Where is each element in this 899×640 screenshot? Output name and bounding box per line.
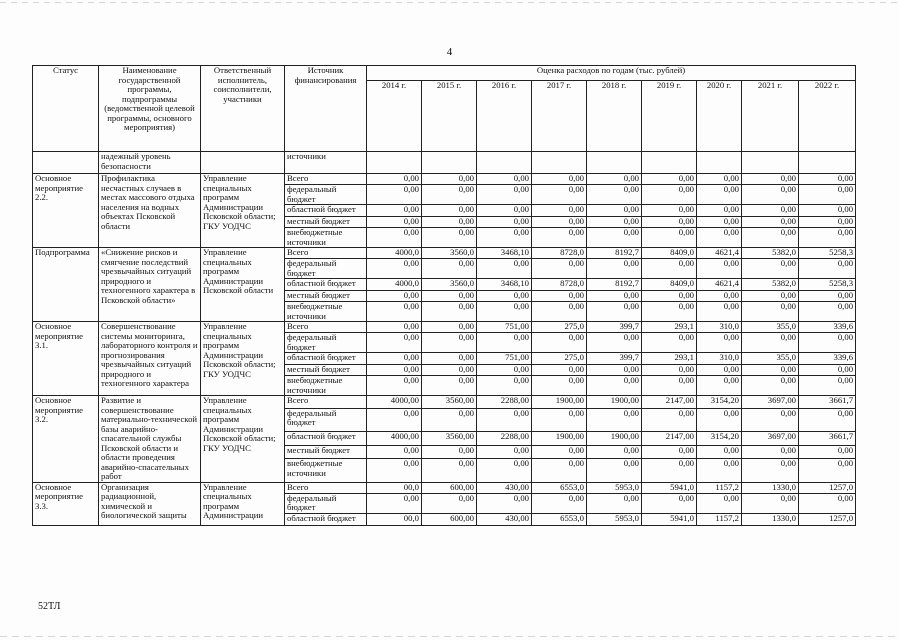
value-cell: 0,00 xyxy=(799,302,856,322)
value-cell: 00,0 xyxy=(367,513,422,525)
value-cell: 0,00 xyxy=(742,185,799,205)
header-year: 2022 г. xyxy=(799,81,856,152)
value-cell: 3154,20 xyxy=(697,396,742,409)
value-cell: 0,00 xyxy=(532,291,587,302)
value-cell: 0,00 xyxy=(532,174,587,185)
value-cell: 0,00 xyxy=(697,228,742,248)
source-cell: областной бюджет xyxy=(285,205,367,217)
value-cell: 0,00 xyxy=(697,217,742,228)
value-cell: 1330,0 xyxy=(742,482,799,493)
responsible-cell: Управление специальных программ Администрации Псковской области xyxy=(201,248,285,322)
value-cell: 0,00 xyxy=(477,459,532,482)
value-cell: 2147,00 xyxy=(642,432,697,446)
value-cell: 0,00 xyxy=(532,228,587,248)
value-cell: 1900,00 xyxy=(587,432,642,446)
value-cell: 0,00 xyxy=(587,205,642,217)
value-cell: 5941,0 xyxy=(642,513,697,525)
value-cell: 0,00 xyxy=(477,493,532,513)
table-row xyxy=(33,482,856,493)
table-row xyxy=(33,396,856,409)
header-year: 2016 г. xyxy=(477,81,532,152)
header-year: 2015 г. xyxy=(422,81,477,152)
value-cell: 339,6 xyxy=(799,322,856,333)
continuation-value xyxy=(477,152,532,174)
value-cell: 0,00 xyxy=(742,259,799,279)
value-cell: 1900,00 xyxy=(532,396,587,409)
value-cell: 0,00 xyxy=(642,205,697,217)
value-cell: 5382,0 xyxy=(742,279,799,291)
value-cell: 0,00 xyxy=(587,493,642,513)
value-cell: 0,00 xyxy=(422,322,477,333)
value-cell: 0,00 xyxy=(532,493,587,513)
header-year: 2020 г. xyxy=(697,81,742,152)
value-cell: 600,00 xyxy=(422,482,477,493)
value-cell: 0,00 xyxy=(367,353,422,365)
value-cell: 0,00 xyxy=(477,259,532,279)
value-cell: 0,00 xyxy=(642,365,697,376)
value-cell: 0,00 xyxy=(532,365,587,376)
value-cell: 4000,0 xyxy=(367,279,422,291)
value-cell: 0,00 xyxy=(642,185,697,205)
value-cell: 0,00 xyxy=(742,408,799,431)
value-cell: 0,00 xyxy=(367,228,422,248)
value-cell: 0,00 xyxy=(477,365,532,376)
value-cell: 0,00 xyxy=(422,259,477,279)
source-cell: внебюджетные источники xyxy=(285,228,367,248)
header-row-1 xyxy=(33,66,856,81)
value-cell: 0,00 xyxy=(422,205,477,217)
name-cell: Профилактика несчастных случаев в местах массового отдыха населения на водных объектах Псковской области xyxy=(99,174,201,248)
value-cell: 0,00 xyxy=(587,446,642,459)
continuation-value xyxy=(367,152,422,174)
source-cell: областной бюджет xyxy=(285,513,367,525)
value-cell: 0,00 xyxy=(367,174,422,185)
status-cell: Подпрограмма xyxy=(33,248,99,322)
responsible-cell: Управление специальных программ Администрации Псковской области; ГКУ УОДЧС xyxy=(201,322,285,396)
source-cell: областной бюджет xyxy=(285,432,367,446)
status-cell: Основное мероприятие 3.3. xyxy=(33,482,99,525)
table-row xyxy=(33,174,856,185)
value-cell: 0,00 xyxy=(532,459,587,482)
value-cell: 0,00 xyxy=(697,446,742,459)
value-cell: 0,00 xyxy=(799,376,856,396)
responsible-cell: Управление специальных программ Администрации Псковской области; ГКУ УОДЧС xyxy=(201,174,285,248)
value-cell: 0,00 xyxy=(642,174,697,185)
value-cell: 0,00 xyxy=(642,228,697,248)
value-cell: 0,00 xyxy=(742,365,799,376)
value-cell: 0,00 xyxy=(642,259,697,279)
value-cell: 0,00 xyxy=(367,322,422,333)
value-cell: 0,00 xyxy=(422,493,477,513)
value-cell: 0,00 xyxy=(799,459,856,482)
responsible-cell: Управление специальных программ Администрации Псковской области; ГКУ УОДЧС xyxy=(201,396,285,483)
source-cell: местный бюджет xyxy=(285,446,367,459)
header-year: 2017 г. xyxy=(532,81,587,152)
value-cell: 0,00 xyxy=(697,459,742,482)
value-cell: 0,00 xyxy=(367,333,422,353)
value-cell: 0,00 xyxy=(742,493,799,513)
value-cell: 8409,0 xyxy=(642,248,697,259)
value-cell: 0,00 xyxy=(367,446,422,459)
continuation-value xyxy=(422,152,477,174)
source-cell: Всего xyxy=(285,396,367,409)
value-cell: 0,00 xyxy=(587,376,642,396)
source-cell: федеральный бюджет xyxy=(285,259,367,279)
value-cell: 0,00 xyxy=(367,459,422,482)
value-cell: 430,00 xyxy=(477,513,532,525)
value-cell: 0,00 xyxy=(742,333,799,353)
value-cell: 0,00 xyxy=(422,459,477,482)
source-cell: местный бюджет xyxy=(285,291,367,302)
value-cell: 0,00 xyxy=(532,302,587,322)
value-cell: 3661,7 xyxy=(799,396,856,409)
value-cell: 0,00 xyxy=(799,205,856,217)
value-cell: 0,00 xyxy=(532,376,587,396)
name-cell: «Снижение рисков и смягчение последствий чрезвычайных ситуаций природного и техногенного характера в Псковской области» xyxy=(99,248,201,322)
value-cell: 275,0 xyxy=(532,353,587,365)
continuation-value xyxy=(742,152,799,174)
value-cell: 0,00 xyxy=(697,205,742,217)
value-cell: 8728,0 xyxy=(532,279,587,291)
value-cell: 0,00 xyxy=(642,408,697,431)
value-cell: 0,00 xyxy=(477,291,532,302)
table-body xyxy=(33,66,856,526)
value-cell: 0,00 xyxy=(697,333,742,353)
status-cell: Основное мероприятие 3.1. xyxy=(33,322,99,396)
value-cell: 0,00 xyxy=(587,291,642,302)
value-cell: 1330,0 xyxy=(742,513,799,525)
continuation-value xyxy=(587,152,642,174)
table-row xyxy=(33,322,856,333)
expenses-table xyxy=(32,65,856,526)
value-cell: 4000,00 xyxy=(367,396,422,409)
value-cell: 1900,00 xyxy=(532,432,587,446)
value-cell: 0,00 xyxy=(697,185,742,205)
value-cell: 6553,0 xyxy=(532,482,587,493)
value-cell: 0,00 xyxy=(587,259,642,279)
value-cell: 0,00 xyxy=(697,493,742,513)
value-cell: 0,00 xyxy=(587,302,642,322)
value-cell: 0,00 xyxy=(697,365,742,376)
value-cell: 310,0 xyxy=(697,322,742,333)
value-cell: 3560,00 xyxy=(422,432,477,446)
header-year: 2018 г. xyxy=(587,81,642,152)
value-cell: 0,00 xyxy=(422,302,477,322)
value-cell: 0,00 xyxy=(742,459,799,482)
value-cell: 0,00 xyxy=(799,408,856,431)
value-cell: 355,0 xyxy=(742,322,799,333)
header-source: Источник финансирования xyxy=(285,66,367,152)
continuation-value xyxy=(697,152,742,174)
value-cell: 5258,3 xyxy=(799,248,856,259)
value-cell: 0,00 xyxy=(422,408,477,431)
value-cell: 0,00 xyxy=(422,446,477,459)
value-cell: 0,00 xyxy=(477,376,532,396)
value-cell: 0,00 xyxy=(799,228,856,248)
value-cell: 00,0 xyxy=(367,482,422,493)
value-cell: 0,00 xyxy=(742,446,799,459)
value-cell: 8728,0 xyxy=(532,248,587,259)
value-cell: 0,00 xyxy=(422,291,477,302)
value-cell: 3560,0 xyxy=(422,248,477,259)
source-cell: областной бюджет xyxy=(285,279,367,291)
value-cell: 0,00 xyxy=(422,365,477,376)
value-cell: 4000,00 xyxy=(367,432,422,446)
value-cell: 0,00 xyxy=(742,174,799,185)
value-cell: 0,00 xyxy=(477,302,532,322)
value-cell: 0,00 xyxy=(742,205,799,217)
value-cell: 2147,00 xyxy=(642,396,697,409)
value-cell: 0,00 xyxy=(642,291,697,302)
value-cell: 0,00 xyxy=(422,333,477,353)
value-cell: 8409,0 xyxy=(642,279,697,291)
value-cell: 0,00 xyxy=(367,302,422,322)
source-cell: внебюджетные источники xyxy=(285,302,367,322)
source-cell: внебюджетные источники xyxy=(285,459,367,482)
source-cell: Всего xyxy=(285,322,367,333)
value-cell: 4621,4 xyxy=(697,248,742,259)
value-cell: 293,1 xyxy=(642,322,697,333)
value-cell: 0,00 xyxy=(642,376,697,396)
value-cell: 0,00 xyxy=(367,259,422,279)
value-cell: 751,00 xyxy=(477,353,532,365)
value-cell: 4000,0 xyxy=(367,248,422,259)
source-cell: Всего xyxy=(285,482,367,493)
value-cell: 0,00 xyxy=(477,185,532,205)
footer-code: 52ТЛ xyxy=(38,601,61,612)
header-year: 2014 г. xyxy=(367,81,422,152)
value-cell: 0,00 xyxy=(367,493,422,513)
value-cell: 0,00 xyxy=(642,333,697,353)
value-cell: 5953,0 xyxy=(587,482,642,493)
continuation-row xyxy=(33,152,856,174)
value-cell: 0,00 xyxy=(697,302,742,322)
source-cell: Всего xyxy=(285,248,367,259)
value-cell: 0,00 xyxy=(799,291,856,302)
value-cell: 6553,0 xyxy=(532,513,587,525)
value-cell: 0,00 xyxy=(697,408,742,431)
value-cell: 0,00 xyxy=(587,333,642,353)
value-cell: 0,00 xyxy=(642,302,697,322)
value-cell: 0,00 xyxy=(799,174,856,185)
value-cell: 3661,7 xyxy=(799,432,856,446)
value-cell: 600,00 xyxy=(422,513,477,525)
value-cell: 0,00 xyxy=(532,217,587,228)
value-cell: 0,00 xyxy=(799,185,856,205)
source-cell: местный бюджет xyxy=(285,217,367,228)
value-cell: 355,0 xyxy=(742,353,799,365)
value-cell: 0,00 xyxy=(799,259,856,279)
value-cell: 5382,0 xyxy=(742,248,799,259)
value-cell: 1257,0 xyxy=(799,482,856,493)
value-cell: 0,00 xyxy=(367,291,422,302)
value-cell: 0,00 xyxy=(532,259,587,279)
value-cell: 0,00 xyxy=(642,217,697,228)
value-cell: 0,00 xyxy=(422,353,477,365)
value-cell: 1257,0 xyxy=(799,513,856,525)
value-cell: 2288,00 xyxy=(477,396,532,409)
value-cell: 0,00 xyxy=(367,185,422,205)
value-cell: 0,00 xyxy=(799,493,856,513)
status-cell: Основное мероприятие 2.2. xyxy=(33,174,99,248)
value-cell: 310,0 xyxy=(697,353,742,365)
value-cell: 0,00 xyxy=(742,302,799,322)
header-responsible: Ответственный исполнитель, соисполнители, участники xyxy=(201,66,285,152)
value-cell: 0,00 xyxy=(799,446,856,459)
value-cell: 0,00 xyxy=(697,291,742,302)
value-cell: 3697,00 xyxy=(742,432,799,446)
scan-edge-bottom xyxy=(0,636,899,637)
source-cell: федеральный бюджет xyxy=(285,408,367,431)
value-cell: 8192,7 xyxy=(587,248,642,259)
continuation-responsible xyxy=(201,152,285,174)
value-cell: 0,00 xyxy=(367,205,422,217)
value-cell: 0,00 xyxy=(642,446,697,459)
value-cell: 3468,10 xyxy=(477,279,532,291)
header-estimate: Оценка расходов по годам (тыс. рублей) xyxy=(367,66,856,81)
continuation-status xyxy=(33,152,99,174)
value-cell: 0,00 xyxy=(532,446,587,459)
scan-edge-top xyxy=(0,2,899,3)
value-cell: 0,00 xyxy=(422,376,477,396)
value-cell: 3154,20 xyxy=(697,432,742,446)
value-cell: 0,00 xyxy=(587,185,642,205)
value-cell: 0,00 xyxy=(742,228,799,248)
value-cell: 0,00 xyxy=(587,174,642,185)
header-year: 2019 г. xyxy=(642,81,697,152)
value-cell: 0,00 xyxy=(422,217,477,228)
source-cell: федеральный бюджет xyxy=(285,185,367,205)
value-cell: 293,1 xyxy=(642,353,697,365)
value-cell: 0,00 xyxy=(532,408,587,431)
name-cell: Совершенствование системы мониторинга, лабораторного контроля и прогнозирования чрезвычайных ситуаций природного и техногенного характера xyxy=(99,322,201,396)
value-cell: 0,00 xyxy=(799,333,856,353)
continuation-source: источники xyxy=(285,152,367,174)
value-cell: 0,00 xyxy=(367,408,422,431)
value-cell: 0,00 xyxy=(477,174,532,185)
value-cell: 2288,00 xyxy=(477,432,532,446)
value-cell: 751,00 xyxy=(477,322,532,333)
value-cell: 0,00 xyxy=(642,459,697,482)
value-cell: 0,00 xyxy=(799,365,856,376)
status-cell: Основное мероприятие 3.2. xyxy=(33,396,99,483)
header-year: 2021 г. xyxy=(742,81,799,152)
continuation-name: надежный уровень безопасности xyxy=(99,152,201,174)
value-cell: 5953,0 xyxy=(587,513,642,525)
value-cell: 3560,00 xyxy=(422,396,477,409)
value-cell: 399,7 xyxy=(587,322,642,333)
value-cell: 0,00 xyxy=(477,446,532,459)
value-cell: 5941,0 xyxy=(642,482,697,493)
value-cell: 0,00 xyxy=(367,376,422,396)
value-cell: 0,00 xyxy=(799,217,856,228)
value-cell: 0,00 xyxy=(742,376,799,396)
value-cell: 275,0 xyxy=(532,322,587,333)
page-number: 4 xyxy=(446,46,453,58)
value-cell: 8192,7 xyxy=(587,279,642,291)
continuation-value xyxy=(799,152,856,174)
value-cell: 0,00 xyxy=(422,185,477,205)
value-cell: 0,00 xyxy=(587,459,642,482)
value-cell: 4621,4 xyxy=(697,279,742,291)
value-cell: 339,6 xyxy=(799,353,856,365)
value-cell: 0,00 xyxy=(697,376,742,396)
header-name: Наименование государственной программы, подпрограммы (ведомственной целевой программы, основного мероприятия) xyxy=(99,66,201,152)
source-cell: местный бюджет xyxy=(285,365,367,376)
value-cell: 0,00 xyxy=(742,217,799,228)
value-cell: 399,7 xyxy=(587,353,642,365)
value-cell: 0,00 xyxy=(587,365,642,376)
value-cell: 0,00 xyxy=(422,228,477,248)
value-cell: 0,00 xyxy=(422,174,477,185)
name-cell: Организация радиационной, химической и биологической защиты xyxy=(99,482,201,525)
value-cell: 0,00 xyxy=(587,408,642,431)
value-cell: 1157,2 xyxy=(697,482,742,493)
name-cell: Развитие и совершенствование материально-технической базы аварийно-спасательной службы Псковской области и области проведения аварийно-спасательных работ xyxy=(99,396,201,483)
value-cell: 0,00 xyxy=(367,217,422,228)
value-cell: 3560,0 xyxy=(422,279,477,291)
value-cell: 430,00 xyxy=(477,482,532,493)
source-cell: федеральный бюджет xyxy=(285,493,367,513)
value-cell: 0,00 xyxy=(642,493,697,513)
source-cell: областной бюджет xyxy=(285,353,367,365)
value-cell: 0,00 xyxy=(587,228,642,248)
value-cell: 1157,2 xyxy=(697,513,742,525)
value-cell: 0,00 xyxy=(477,228,532,248)
value-cell: 0,00 xyxy=(532,333,587,353)
source-cell: федеральный бюджет xyxy=(285,333,367,353)
responsible-cell: Управление специальных программ Администрации xyxy=(201,482,285,525)
value-cell: 0,00 xyxy=(367,365,422,376)
continuation-value xyxy=(532,152,587,174)
source-cell: внебюджетные источники xyxy=(285,376,367,396)
value-cell: 0,00 xyxy=(477,408,532,431)
continuation-value xyxy=(642,152,697,174)
value-cell: 3697,00 xyxy=(742,396,799,409)
value-cell: 1900,00 xyxy=(587,396,642,409)
value-cell: 0,00 xyxy=(697,259,742,279)
value-cell: 0,00 xyxy=(697,174,742,185)
source-cell: Всего xyxy=(285,174,367,185)
value-cell: 5258,3 xyxy=(799,279,856,291)
value-cell: 3468,10 xyxy=(477,248,532,259)
value-cell: 0,00 xyxy=(477,217,532,228)
value-cell: 0,00 xyxy=(477,205,532,217)
value-cell: 0,00 xyxy=(532,185,587,205)
value-cell: 0,00 xyxy=(587,217,642,228)
value-cell: 0,00 xyxy=(477,333,532,353)
value-cell: 0,00 xyxy=(742,291,799,302)
header-status: Статус xyxy=(33,66,99,152)
value-cell: 0,00 xyxy=(532,205,587,217)
table-row xyxy=(33,248,856,259)
